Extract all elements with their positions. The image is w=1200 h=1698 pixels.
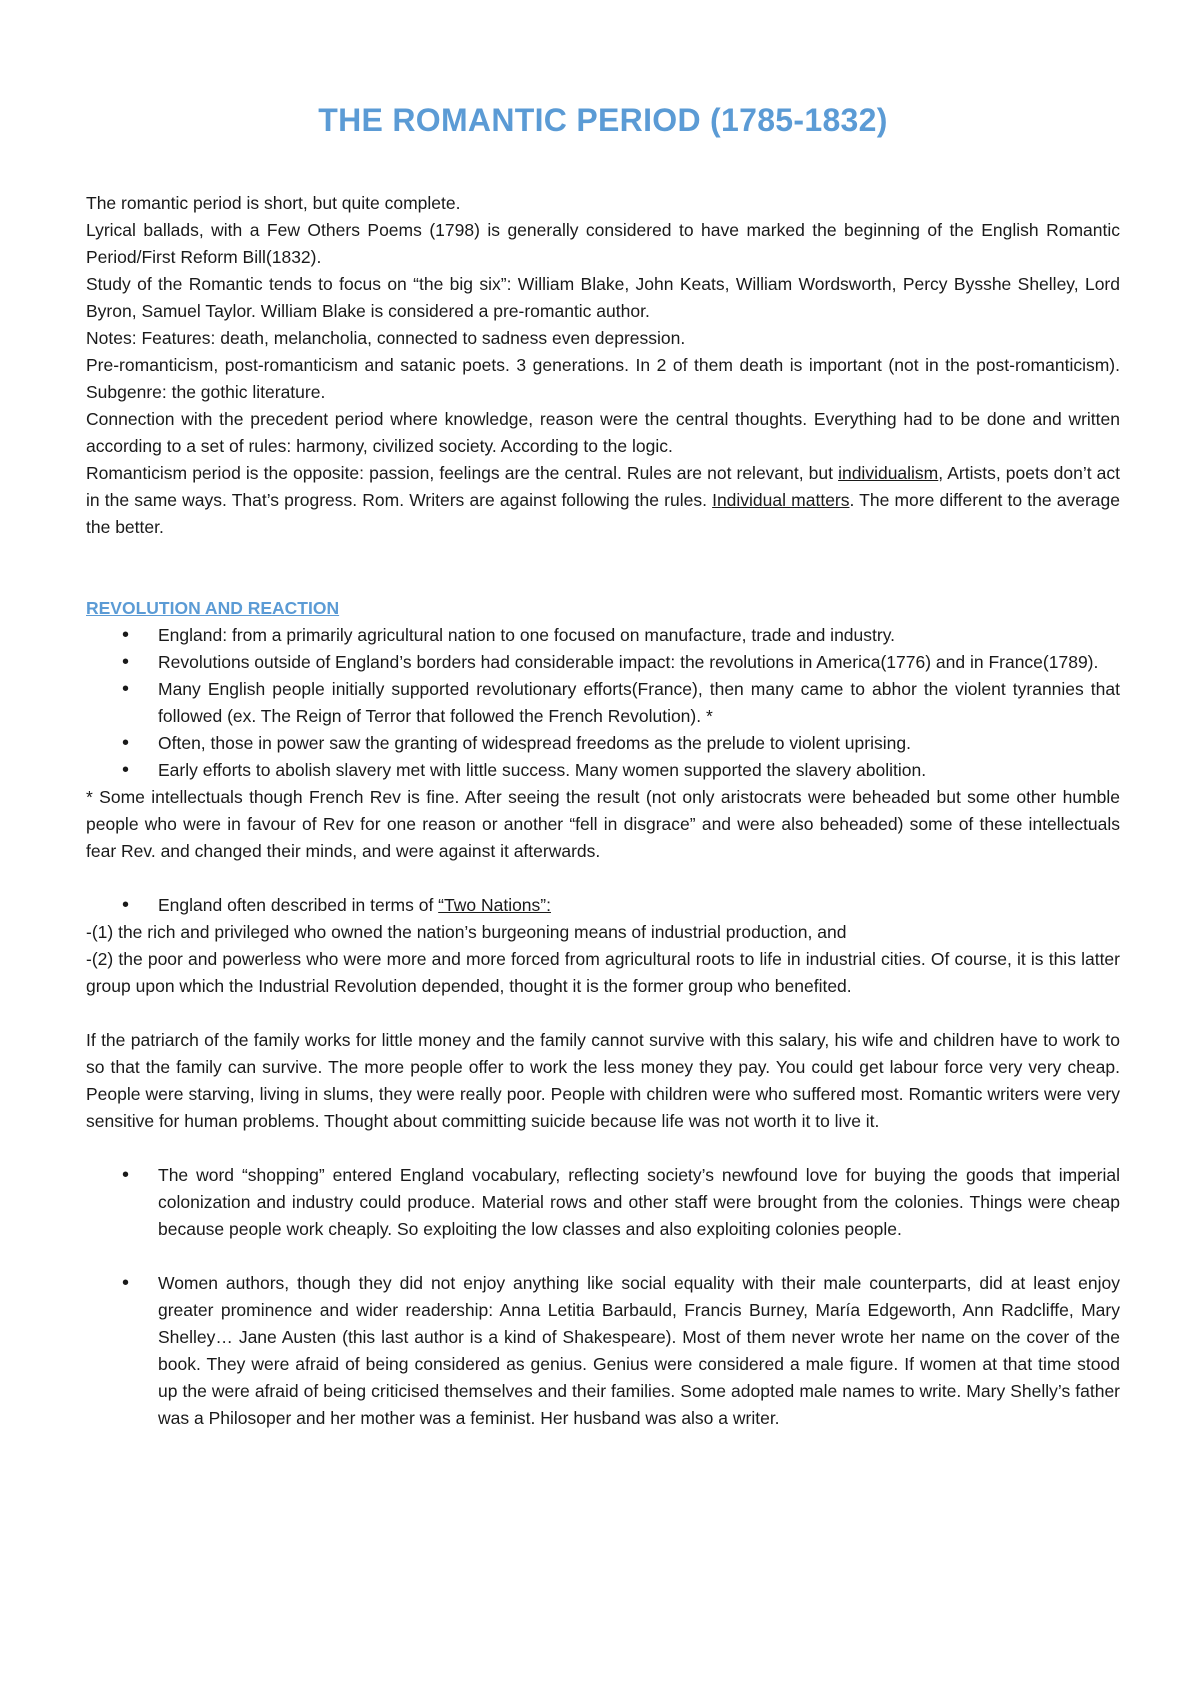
intro-paragraph: The romantic period is short, but quite complete. [86,193,461,213]
list-item: • Revolutions outside of England’s borders had considerable impact: the revolutions in America(1776) and in France(1789). [86,649,1120,676]
list-item: • The word “shopping” entered England vocabulary, reflecting society’s newfound love for buying the goods that imperial colonization and industry could produce. Material rows and other staff were brought from the colonies. Things were cheap because people work cheaply. So exploiting the low classes and also exploiting colonies people. [86,1162,1120,1243]
romanticism-paragraph: Romanticism period is the opposite: passion, feelings are the central. Rules are not relevant, but individualism, Artists, poets don’t act in the same ways. That’s progress. Rom. Writers are against following the rules. Individual matters. The more different to the average the better. [86,463,1121,537]
nation-one-paragraph: -(1) the rich and privileged who owned the nation’s burgeoning means of industrial production, and [86,922,847,942]
footnote-paragraph: * Some intellectuals though French Rev is fine. After seeing the result (not only aristocrats were beheaded but some other humble people who were in favour of Rev for one reason or another “fell in disgrace” and were also beheaded) some of these intellectuals fear Rev. and changed their minds, and were against it afterwards. [86,787,1120,861]
women-authors-list [86,1270,1120,1432]
patriarch-paragraph: If the patriarch of the family works for little money and the family cannot survive with this salary, his wife and children have to work to so that the family can survive. The more people offer to work the less money they pay. You could get labour force very very cheap. People were starving, living in slums, they were really poor. People with children were who suffered most. Romantic writers were very sensitive for human problems. Thought about committing suicide because life was not worth it to live it. [86,1030,1120,1131]
list-item: • Early efforts to abolish slavery met with little success. Many women supported the slavery abolition. [86,757,1120,784]
underlined-term: Individual matters [712,490,850,510]
intro-paragraph: Lyrical ballads, with a Few Others Poems (1798) is generally considered to have marked the beginning of the English Romantic Period/First Reform Bill(1832). [86,220,1120,267]
shopping-list [86,1162,1120,1243]
section-heading: REVOLUTION AND REACTION [86,598,340,618]
underlined-term: individualism [838,463,939,483]
list-item: • England often described in terms of “Two Nations”: [86,892,1120,919]
revolution-bullet-list [86,622,1120,784]
intro-paragraph: Study of the Romantic tends to focus on “the big six”: William Blake, John Keats, William Wordsworth, Percy Bysshe Shelley, Lord Byron, Samuel Taylor. William Blake is considered a pre-romantic author. [86,274,1120,321]
intro-paragraph: Notes: Features: death, melancholia, connected to sadness even depression. [86,328,686,348]
intro-paragraph: Pre-romanticism, post-romanticism and satanic poets. 3 generations. In 2 of them death is important (not in the post-romanticism). Subgenre: the gothic literature. [86,355,1120,402]
underlined-term: “Two Nations”: [438,895,551,915]
two-nations-list [86,892,1120,919]
document-title: THE ROMANTIC PERIOD (1785-1832) [318,102,888,138]
nation-two-paragraph: -(2) the poor and powerless who were more and more forced from agricultural roots to life in industrial cities. Of course, it is this latter group upon which the Industrial Revolution depended, thought it is the former group who benefited. [86,949,1120,996]
list-item: • Women authors, though they did not enjoy anything like social equality with their male counterparts, did at least enjoy greater prominence and wider readership: Anna Letitia Barbauld, Francis Burney, María Edgeworth, Ann Radcliffe, Mary Shelley… Jane Austen (this last author is a kind of Shakespeare). Most of them never wrote her name on the cover of the book. They were afraid of being considered as genius. Genius were considered a male figure. If women at that time stood up the were afraid of being criticised themselves and their families. Some adopted male names to write. Mary Shelly’s father was a Philosoper and her mother was a feminist. Her husband was also a writer. [86,1270,1120,1432]
list-item: • Often, those in power saw the granting of widespread freedoms as the prelude to violent uprising. [86,730,1120,757]
list-item: • Many English people initially supported revolutionary efforts(France), then many came to abhor the violent tyrannies that followed (ex. The Reign of Terror that followed the French Revolution). * [86,676,1120,730]
list-item: • England: from a primarily agricultural nation to one focused on manufacture, trade and industry. [86,622,1120,649]
intro-paragraph: Connection with the precedent period where knowledge, reason were the central thoughts. Everything had to be done and written according to a set of rules: harmony, civilized society. According to the logic. [86,409,1120,456]
